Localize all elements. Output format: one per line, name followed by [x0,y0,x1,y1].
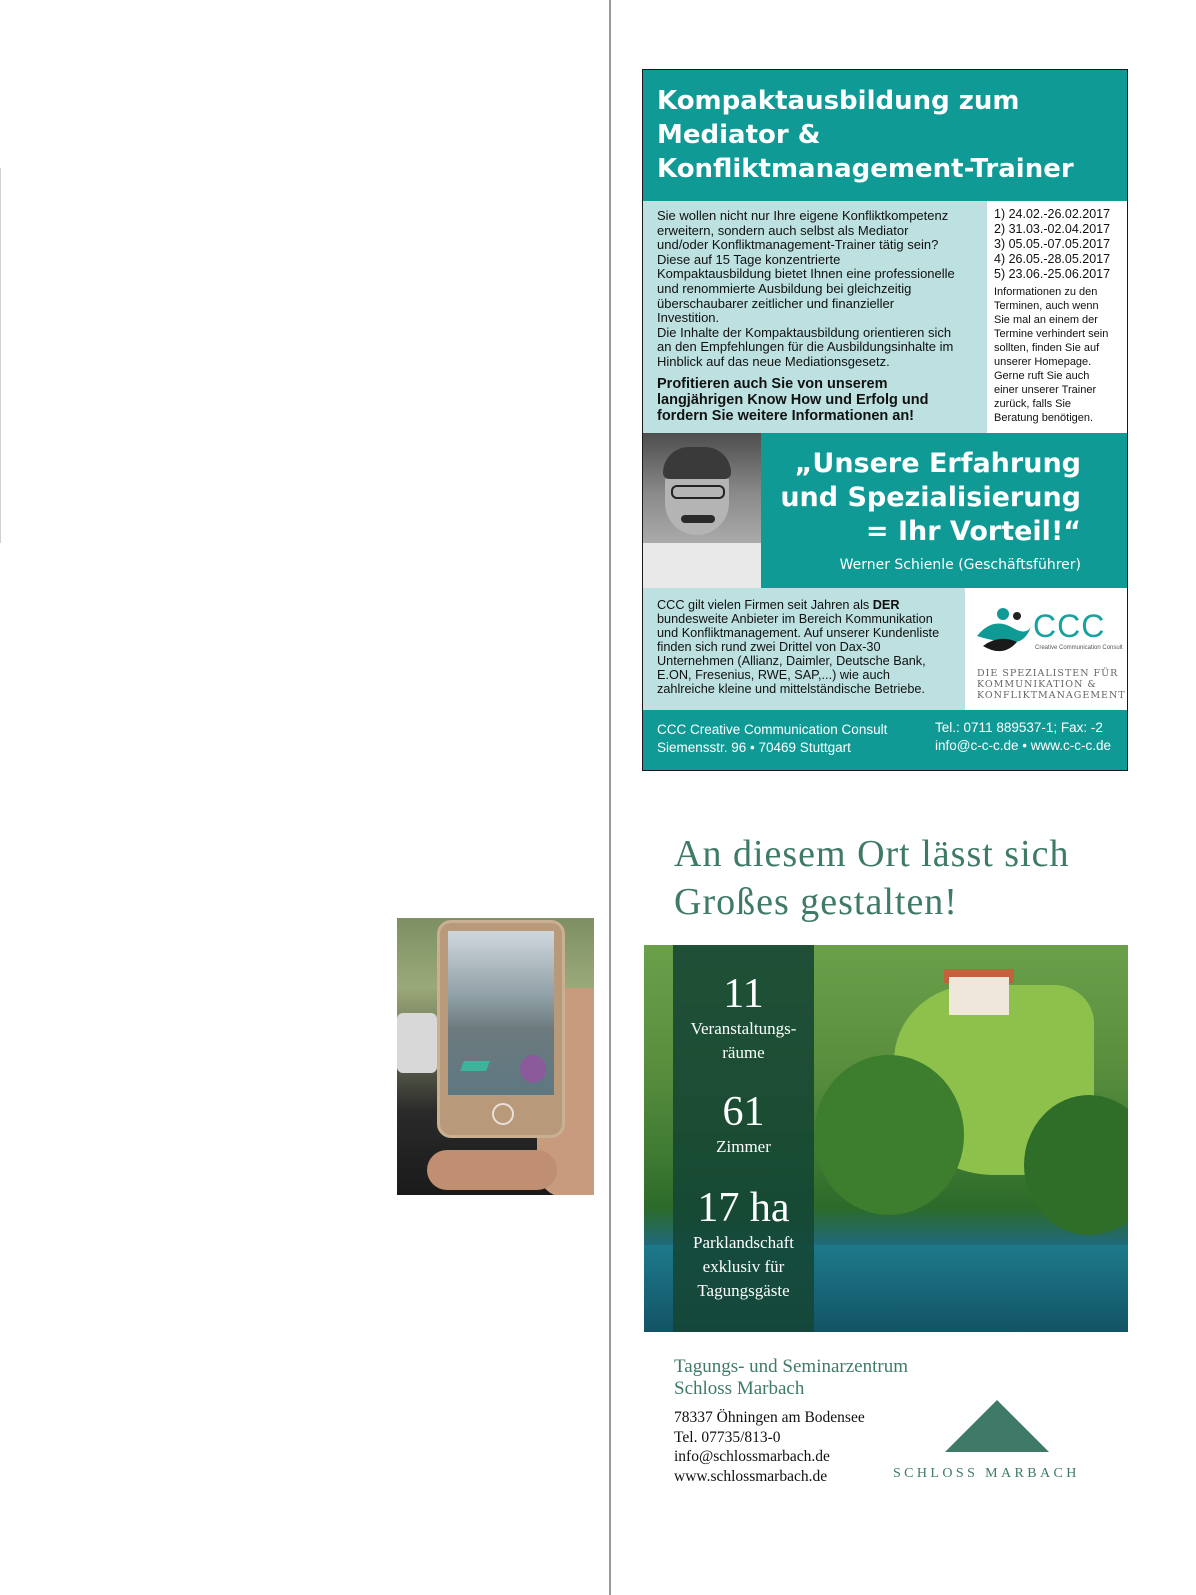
venue-title-line: Schloss Marbach [674,1378,805,1399]
intro-line: Hinblick auf das neue Mediationsgesetz. [657,353,890,369]
quote-author: Werner Schienle (Geschäftsführer) [839,557,1081,573]
stat-label: räume [722,1043,765,1062]
portrait-shirt [643,543,761,588]
dates-note [994,285,1121,425]
stat-label: Parklandschaft [692,1233,795,1252]
about-emphasis: DER [872,598,900,612]
note-line: Informationen zu den [994,286,1098,298]
ccc-logo [965,588,1127,710]
intro-line: Sie wollen nicht nur Ihre eigene Konfliktkompetenz [657,208,949,223]
ccc-intro [643,201,987,433]
page-edge-line [0,168,1,543]
ccc-figure-icon [973,606,1033,660]
stat-label: Tagungsgäste [697,1281,790,1300]
smartphone-photo [397,918,594,1195]
headline-line: Großes gestalten! [674,881,958,923]
intro-line: Investition. [657,310,720,326]
car-shape [397,1013,437,1073]
schloss-marbach-logo [890,1400,1110,1485]
triangle-logo-icon [945,1400,1049,1452]
about-line: bundesweite Anbieter im Bereich Kommunikation [657,612,933,626]
note-line: unserer Homepage. [994,356,1092,368]
ccc-address [657,721,887,757]
quote-line: = Ihr Vorteil!“ [865,516,1081,547]
ccc-advertisement [642,69,1128,771]
note-line: Beratung benötigen. [994,412,1094,424]
home-button-icon [492,1103,514,1125]
phone-number: Tel. 07735/813-0 [674,1428,781,1446]
contact-line: Tel.: 0711 889537-1; Fax: -2 [935,720,1103,735]
ccc-tagline [977,668,1126,701]
intro-line: erweitern, sondern auch selbst als Mediator [657,222,909,238]
stat-label: exklusiv für [702,1257,785,1276]
website-link[interactable]: www.schlossmarbach.de [674,1467,828,1485]
intro-line: Diese auf 15 Tage konzentrierte [657,251,841,267]
about-first-line [657,598,957,612]
about-text: CCC gilt vielen Firmen seit Jahren als [657,598,873,612]
stat-number: 61 [722,1089,765,1135]
venue-title-line: Tagungs- und Seminarzentrum [674,1356,909,1377]
schloss-address [674,1408,865,1486]
trees-shape [814,1055,964,1215]
address-line: 78337 Öhningen am Bodensee [674,1409,865,1426]
intro-line: Die Inhalte der Kompaktausbildung orientieren sich [657,324,952,340]
creature-icon [520,1055,546,1083]
stat-number: 11 [723,971,764,1017]
note-line: zurück, falls Sie [994,398,1072,410]
game-marker-icon [460,1061,490,1071]
tagline-line: KOMMUNIKATION & [977,679,1097,690]
date-item: 4) 26.05.-28.05.2017 [994,252,1111,266]
title-line: Mediator & [657,120,821,150]
schloss-aerial-photo [644,945,1128,1332]
note-line: Gerne ruft Sie auch [994,370,1090,382]
ccc-logo-text: CCC [1033,608,1106,644]
title-line: Kompaktausbildung zum [657,86,1020,116]
intro-line: und renommierte Ausbildung bei gleichzeitig [657,280,912,296]
company-about [643,588,965,710]
intro-line: an den Empfehlungen für die Ausbildungsinhalte im [657,339,954,355]
intro-line: und/oder Konfliktmanagement-Trainer tätig sein? [657,237,939,253]
about-line: zahlreiche kleine und mittelständische Betriebe. [657,682,925,696]
ccc-contact [935,719,1111,755]
about-line: Unternehmen (Allianz, Daimler, Deutsche Bank, [657,654,926,668]
portrait-photo [643,433,761,588]
address-line: CCC Creative Communication Consult [657,722,888,737]
stat-label: Veranstaltungs- [690,1019,797,1038]
title-line: Konfliktmanagement-Trainer [657,154,1074,184]
schloss-venue-title [674,1356,908,1400]
note-line: Terminen, auch wenn [994,300,1099,312]
email-link[interactable]: info@schlossmarbach.de [674,1448,830,1465]
note-line: einer unserer Trainer [994,384,1097,396]
date-item: 2) 31.03.-02.04.2017 [994,222,1111,236]
date-item: 1) 24.02.-26.02.2017 [994,207,1111,221]
tagline-line: KONFLIKTMANAGEMENT [977,690,1126,701]
about-line: E.ON, Fresenius, RWE, SAP,...) wie auch [657,668,890,682]
cta-line: fordern Sie weitere Informationen an! [657,407,915,424]
ccc-contact-footer [643,710,1127,770]
mustache-icon [681,515,715,523]
phone-shape [437,920,565,1138]
stat-label: Zimmer [716,1137,771,1156]
date-item: 5) 23.06.-25.06.2017 [994,267,1111,281]
tagline-line: DIE SPEZIALISTEN FÜR [977,668,1119,679]
glasses-icon [671,485,725,499]
date-item: 3) 05.05.-07.05.2017 [994,237,1111,251]
quote-line: und Spezialisierung [780,482,1081,513]
stats-panel [673,945,814,1332]
about-line: und Konfliktmanagement. Auf unserer Kundenliste [657,626,940,640]
ccc-title [643,70,1127,201]
quote-line: „Unsere Erfahrung [794,448,1081,479]
column-divider [609,0,611,1595]
intro-line: überschaubarer zeitlicher und finanzieller [657,295,895,311]
schloss-headline [674,830,1070,926]
note-line: Sie mal an einem der [994,314,1098,326]
address-line: Siemensstr. 96 • 70469 Stuttgart [657,740,851,755]
quote-block [761,433,1127,588]
castle-shape [949,977,1009,1015]
note-line: sollten, finden Sie auf [994,342,1100,354]
contact-line: info@c-c-c.de • www.c-c-c.de [935,738,1111,753]
logo-wordmark: SCHLOSS MARBACH [893,1466,1080,1481]
course-dates [987,201,1127,433]
about-line: finden sich rund zwei Drittel von Dax-30 [657,640,881,654]
headline-line: An diesem Ort lässt sich [674,833,1070,875]
intro-line: Kompaktausbildung bietet Ihnen eine professionelle [657,266,955,282]
cta-line: langjährigen Know How und Erfolg und [657,391,929,408]
ccc-logo-subtitle: Creative Communication Consult [1035,645,1123,651]
stat-number: 17 ha [697,1185,790,1231]
cta-line: Profitieren auch Sie von unserem [657,375,888,392]
portrait-hair [663,447,731,479]
phone-screen [448,931,554,1095]
thumb-shape [427,1150,557,1190]
note-line: Termine verhindert sein [994,328,1109,340]
call-to-action [657,376,979,424]
